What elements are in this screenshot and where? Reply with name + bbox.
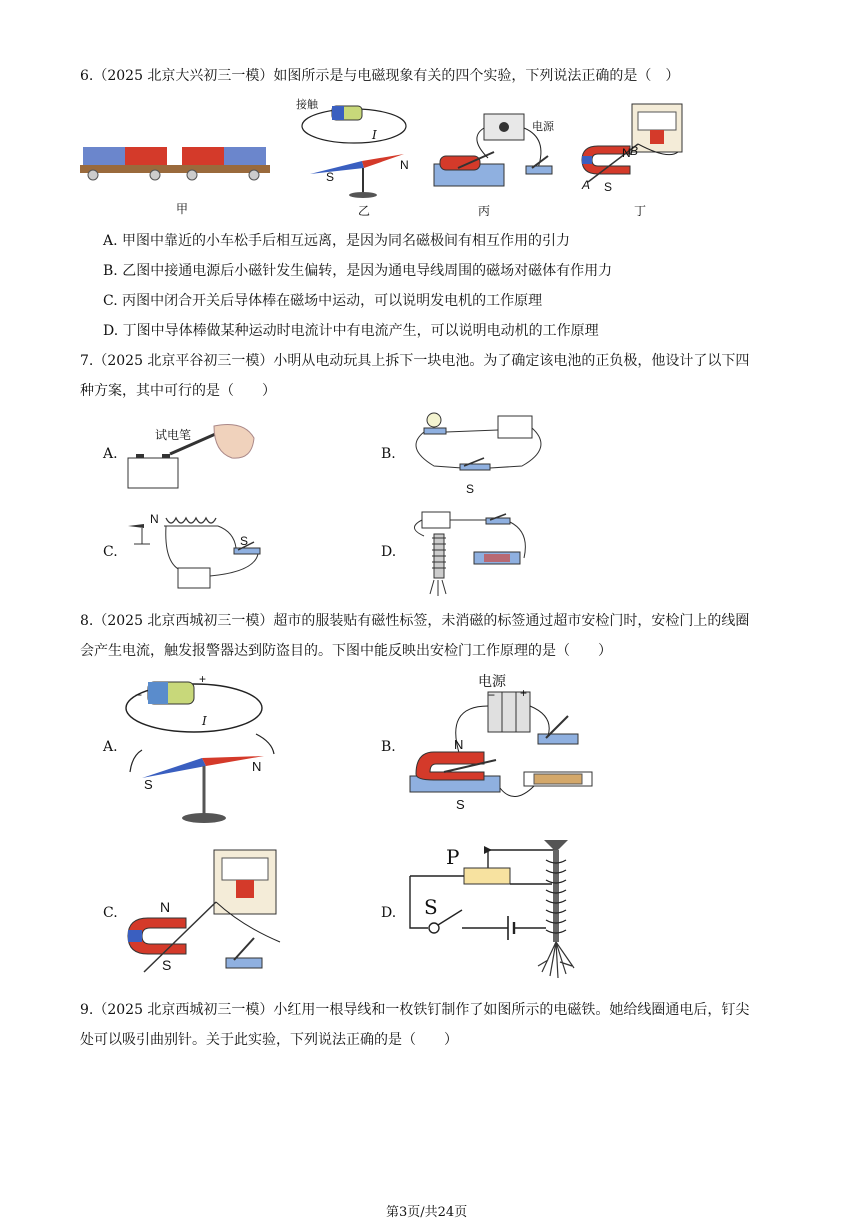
q8-label-p: P — [446, 845, 460, 869]
q6-label-s: S — [326, 170, 335, 184]
q7-label-tester: 试电笔 — [155, 428, 192, 442]
q6-caption-ding: 丁 — [634, 204, 647, 218]
q8-label-power: 电源 — [478, 673, 506, 689]
q6-label-current: I — [372, 128, 377, 142]
q8-fig-a — [122, 666, 282, 826]
cart-left — [83, 147, 167, 180]
q6-fig-jia — [78, 135, 278, 185]
q8-option-d-letter: D. — [381, 905, 397, 921]
q6-caption-bing: 丙 — [478, 204, 491, 218]
q7-fig-b — [404, 408, 549, 478]
q8-stem-line1: 8.（2025 北京西城初三一模）超市的服装贴有磁性标签，未消磁的标签通过超市安检门时，安检门上的线圈 — [80, 613, 750, 629]
q8-label-n-c: N — [160, 899, 171, 915]
q8-label-s-a: S — [144, 777, 153, 792]
q8-fig-b — [404, 673, 604, 816]
q7-label-s-b: S — [466, 482, 475, 496]
q8-label-s-b: S — [456, 797, 465, 812]
q7-fig-c — [124, 512, 269, 592]
q8-label-n-a: N — [252, 759, 262, 774]
q8-option-c-letter: C. — [103, 905, 118, 921]
q9-stem-line1: 9.（2025 北京西城初三一模）小红用一根导线和一枚铁钉制作了如图所示的电磁铁。她给线圈通电后，钉尖 — [80, 1002, 750, 1018]
q8-label-minus-b: − — [488, 688, 496, 702]
q8-stem-line2: 会产生电流，触发报警器达到防盗目的。下图中能反映出安检门工作原理的是（ ） — [80, 643, 612, 659]
q8-label-minus: − — [135, 688, 143, 702]
q6-option-a: A. 甲图中靠近的小车松手后相互远离，是因为同名磁极间有相互作用的引力 — [103, 233, 571, 249]
q6-label-s-ding: S — [604, 180, 613, 194]
q7-label-n-c: N — [150, 512, 159, 526]
q7-fig-a — [124, 418, 259, 490]
q6-option-d: D. 丁图中导体棒做某种运动时电流计中有电流产生，可以说明电动机的工作原理 — [103, 323, 599, 339]
q9-stem-line2: 处可以吸引曲别针。关于此实验，下列说法正确的是（ ） — [80, 1032, 458, 1048]
q7-label-s-c: S — [240, 534, 249, 548]
q7-option-a-letter: A. — [103, 446, 118, 462]
q6-caption-jia: 甲 — [176, 202, 189, 216]
q7-option-d-letter: D. — [381, 544, 397, 560]
q6-label-contact: 接触 — [296, 99, 318, 111]
page-number: 第3页/共24页 — [386, 1205, 468, 1220]
q8-label-current: I — [202, 714, 207, 728]
q6-label-power: 电源 — [532, 121, 554, 133]
q7-stem-line2: 种方案，其中可行的是（ ） — [80, 383, 276, 399]
q6-label-b: B — [630, 144, 639, 158]
q8-label-s-c: S — [162, 957, 172, 973]
q6-option-b: B. 乙图中接通电源后小磁针发生偏转，是因为通电导线周围的磁场对磁体有作用力 — [103, 263, 613, 279]
q6-label-n: N — [400, 158, 409, 172]
q6-label-n-ding: N — [622, 146, 631, 160]
q7-option-c-letter: C. — [103, 544, 118, 560]
q6-option-c: C. 丙图中闭合开关后导体棒在磁场中运动，可以说明发电机的工作原理 — [103, 293, 543, 309]
q6-label-a: A — [582, 178, 591, 192]
q8-label-n-b: N — [454, 737, 464, 752]
q6-stem: 6.（2025 北京大兴初三一模）如图所示是与电磁现象有关的四个实验，下列说法正确的是（ ） — [80, 68, 680, 84]
q8-option-a-letter: A. — [103, 739, 118, 755]
q8-label-s-d: S — [424, 895, 438, 919]
q7-stem-line1: 7.（2025 北京平谷初三一模）小明从电动玩具上拆下一块电池。为了确定该电池的正负极，他设计了以下四 — [80, 353, 750, 369]
q8-label-plus-b: + — [520, 686, 528, 700]
q8-fig-c — [122, 846, 288, 978]
q7-fig-d — [404, 508, 534, 600]
q8-label-plus: + — [199, 672, 207, 686]
cart-right — [182, 147, 266, 180]
q7-option-b-letter: B. — [381, 446, 396, 462]
q8-option-b-letter: B. — [381, 739, 396, 755]
q6-caption-yi: 乙 — [358, 204, 371, 218]
